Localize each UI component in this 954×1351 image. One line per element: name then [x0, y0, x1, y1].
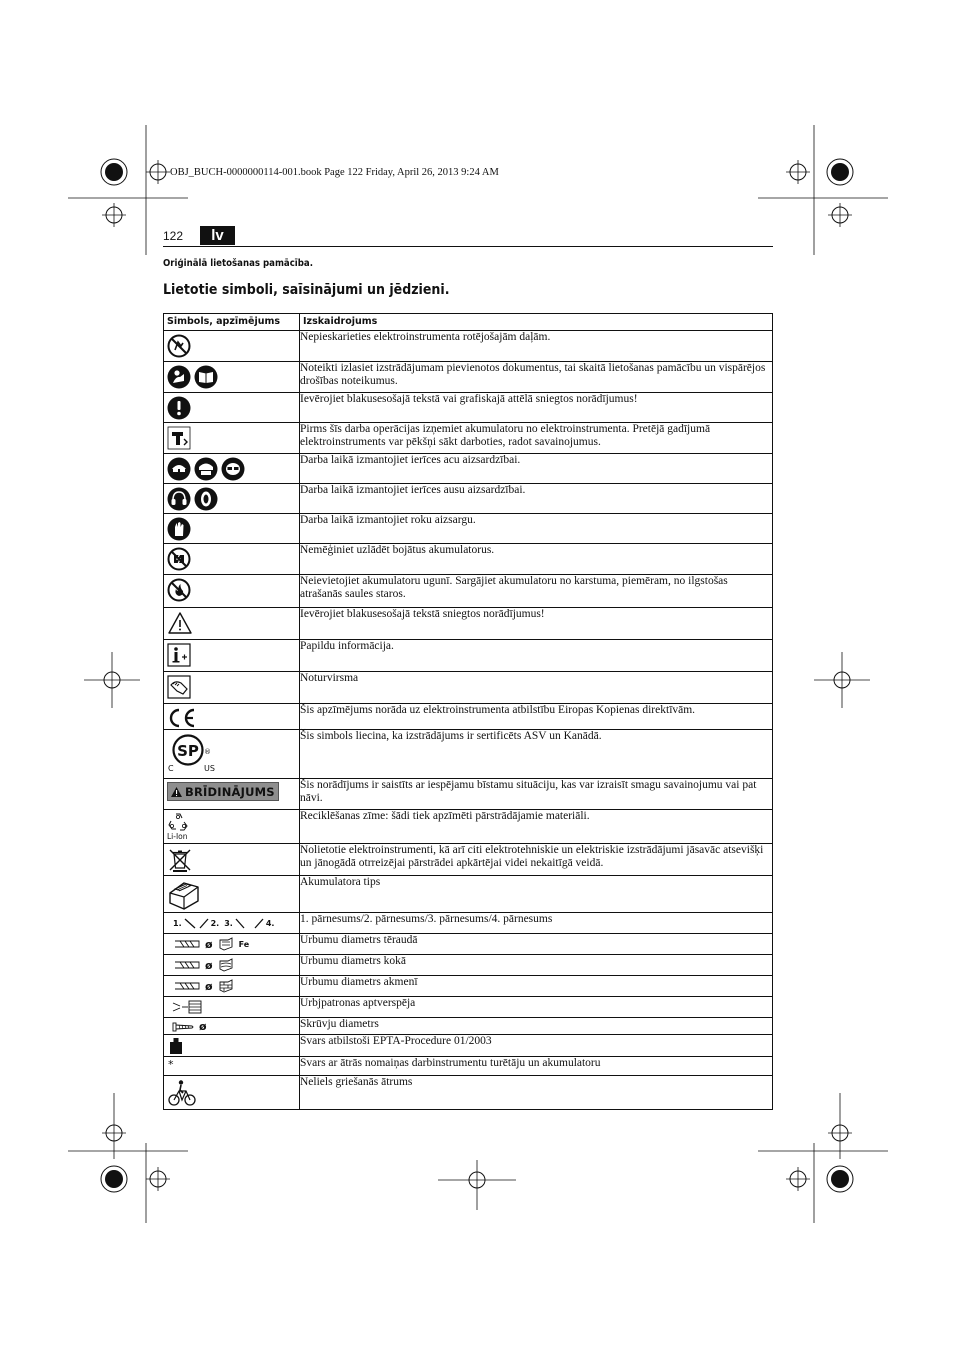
gear-2-icon — [198, 917, 210, 929]
drill-bit-icon — [174, 938, 200, 950]
language-badge: lv — [200, 226, 235, 245]
gear-4-icon — [253, 917, 265, 929]
col-symbol-header: Simbols, apzīmējums — [164, 314, 300, 331]
table-row — [164, 730, 773, 779]
table-row — [164, 672, 773, 704]
warning-triangle-small-icon — [170, 786, 183, 798]
row-desc: Urbumu diametrs tēraudā — [300, 934, 773, 955]
read-manual-person-icon — [167, 365, 191, 389]
diameter-symbol: ø — [205, 979, 213, 993]
row-desc: Nepieskarieties elektroinstrumenta rotējošajām daļām. — [300, 331, 773, 362]
table-row — [164, 934, 773, 955]
row-desc: Darba laikā izmantojiet ierīces acu aizsardzībai. — [300, 454, 773, 484]
registration-mark-bottom-center — [438, 1160, 516, 1210]
csa-certification-icon — [172, 734, 204, 766]
steel-material-icon — [218, 937, 234, 951]
ce-mark-icon — [167, 707, 197, 729]
table-row — [164, 844, 773, 876]
table-row — [164, 640, 773, 672]
csa-c-label: C — [168, 764, 174, 773]
screw-icon — [172, 1022, 194, 1032]
table-row — [164, 779, 773, 810]
diameter-symbol: ø — [205, 937, 213, 951]
eye-protection-icon — [167, 457, 191, 481]
face-shield-icon — [194, 457, 218, 481]
row-desc: Pirms šīs darba operācijas izņemiet akumulatoru no elektroinstrumenta. Pretējā gadījumā elektroinstruments var pēkšņi sākt darboties, radot savainojumus. — [300, 423, 773, 454]
mandatory-attention-icon — [167, 396, 191, 420]
fe-label: Fe — [238, 939, 250, 949]
row-desc: Skrūvju diametrs — [300, 1018, 773, 1035]
row-desc: Darba laikā izmantojiet roku aizsargu. — [300, 514, 773, 544]
recycling-icon — [167, 812, 189, 832]
drill-bit-icon — [174, 959, 200, 971]
table-row — [164, 514, 773, 544]
table-row — [164, 1018, 773, 1035]
doc-subtitle: Oriģinālā lietošanas pamācība. — [163, 258, 313, 269]
row-desc: Ievērojiet blakusesošajā tekstā sniegtos norādījumus! — [300, 608, 773, 640]
weight-icon — [169, 1037, 183, 1055]
hand-protection-icon — [167, 517, 191, 541]
row-desc: Šis norādījums ir saistīts ar iespējamu bīstamu situāciju, kas var izraisīt smagu savainojumu vai pat nāvi. — [300, 779, 773, 810]
remove-battery-icon — [167, 426, 191, 450]
svg-text:SP: SP — [177, 742, 199, 760]
no-touch-rotating-icon — [167, 334, 191, 358]
row-desc: Urbumu diametrs kokā — [300, 955, 773, 976]
row-desc: Ievērojiet blakusesošajā tekstā vai grafiskajā attēlā sniegtos norādījumus! — [300, 393, 773, 423]
row-desc: Nemēģiniet uzlādēt bojātus akumulatorus. — [300, 544, 773, 575]
table-row — [164, 997, 773, 1018]
csa-us-label: US — [204, 764, 215, 773]
table-row — [164, 1057, 773, 1076]
csa-registered-label: ® — [204, 748, 211, 756]
book-file-line: OBJ_BUCH-0000000114-001.book Page 122 Friday, April 26, 2013 9:24 AM — [170, 167, 499, 178]
warning-triangle-icon — [167, 611, 193, 635]
row-desc: 1. pārnesums/2. pārnesums/3. pārnesums/4. pārnesums — [300, 913, 773, 934]
gear-2-label: 2. — [210, 918, 220, 928]
row-desc: Svars atbilstoši EPTA-Procedure 01/2003 — [300, 1035, 773, 1057]
table-row — [164, 704, 773, 730]
drill-bit-icon — [174, 980, 200, 992]
registration-mark-right-middle — [814, 652, 870, 708]
asterisk-symbol: * — [168, 1058, 174, 1071]
table-header-row — [164, 314, 773, 331]
gear-3-label: 3. — [224, 918, 233, 928]
diameter-symbol: ø — [205, 958, 213, 972]
gear-1-label: 1. — [173, 918, 182, 928]
table-row — [164, 810, 773, 844]
registration-mark-bottom-right — [758, 1093, 888, 1223]
symbols-table — [163, 313, 773, 1110]
header-rule — [163, 246, 773, 247]
table-row — [164, 484, 773, 514]
row-desc: Papildu informācija. — [300, 640, 773, 672]
bicycle-low-speed-icon — [168, 1079, 196, 1107]
table-row — [164, 608, 773, 640]
grip-surface-icon — [167, 675, 191, 699]
row-desc: Neliels griešanās ātrums — [300, 1076, 773, 1110]
gear-4-label: 4. — [265, 918, 275, 928]
ear-muffs-icon — [167, 487, 191, 511]
warning-signal-word: BRĪDINĀJUMS — [167, 782, 279, 801]
row-desc: Darba laikā izmantojiet ierīces ausu aizsardzībai. — [300, 484, 773, 514]
table-row — [164, 331, 773, 362]
book-manual-icon — [194, 365, 218, 389]
table-row — [164, 976, 773, 997]
table-row — [164, 454, 773, 484]
table-row — [164, 913, 773, 934]
row-desc: Svars ar ātrās nomaiņas darbinstrumentu turētāju un akumulatoru — [300, 1057, 773, 1076]
table-row — [164, 1076, 773, 1110]
table-row — [164, 544, 773, 575]
battery-pack-icon — [167, 879, 201, 911]
table-row — [164, 1035, 773, 1057]
row-desc: Urbumu diametrs akmenī — [300, 976, 773, 997]
crossed-out-bin-icon — [167, 847, 193, 873]
row-desc: Akumulatora tips — [300, 876, 773, 913]
row-desc: Reciklēšanas zīme: šādi tiek apzīmēti pārstrādājamie materiāli. — [300, 810, 773, 844]
row-desc: Šis simbols liecina, ka izstrādājums ir sertificēts ASV un Kanādā. — [300, 730, 773, 779]
safety-goggles-icon — [221, 457, 245, 481]
no-fire-battery-icon — [167, 578, 191, 602]
registration-mark-top-right — [758, 125, 888, 255]
info-plus-icon — [167, 643, 191, 667]
table-row — [164, 876, 773, 913]
page-number: 122 — [163, 229, 184, 243]
col-explanation-header: Izskaidrojums — [300, 314, 773, 331]
stone-material-icon — [218, 979, 234, 993]
table-row — [164, 955, 773, 976]
diameter-symbol: ø — [199, 1020, 207, 1033]
table-row — [164, 393, 773, 423]
no-charging-damaged-battery-icon — [167, 547, 191, 571]
gear-3-icon — [234, 917, 246, 929]
row-desc: Noturvirsma — [300, 672, 773, 704]
gear-1-icon — [183, 917, 197, 929]
row-desc: Urbjpatronas aptverspēja — [300, 997, 773, 1018]
row-desc: Noteikti izlasiet izstrādājumam pievienotos dokumentus, tai skaitā lietošanas pamācību un vispārējos drošības noteikumus. — [300, 362, 773, 393]
doc-title: Lietotie simboli, saīsinājumi un jēdzieni. — [163, 282, 450, 298]
row-desc: Šis apzīmējums norāda uz elektroinstrumenta atbilstību Eiropas Kopienas direktīvām. — [300, 704, 773, 730]
row-desc: Neievietojiet akumulatoru ugunī. Sargājiet akumulatoru no karstuma, piemēram, no ilgstošas atrašanās saules staros. — [300, 575, 773, 608]
registration-mark-bottom-left — [68, 1093, 188, 1223]
table-row — [164, 575, 773, 608]
chuck-capacity-icon — [172, 1000, 202, 1014]
table-row — [164, 423, 773, 454]
row-desc: Nolietotie elektroinstrumenti, kā arī citi elektrotehniskie un elektriskie izstrādājumi jāsavāc atsevišķi un jānogādā otrreizējai pārstrādei apkārtējai videi nekaitīgā veidā. — [300, 844, 773, 876]
hearing-protection-icon — [194, 487, 218, 511]
table-row — [164, 362, 773, 393]
registration-mark-left-middle — [84, 652, 140, 708]
wood-material-icon — [218, 958, 234, 972]
li-ion-label: Li-Ion — [167, 832, 188, 841]
